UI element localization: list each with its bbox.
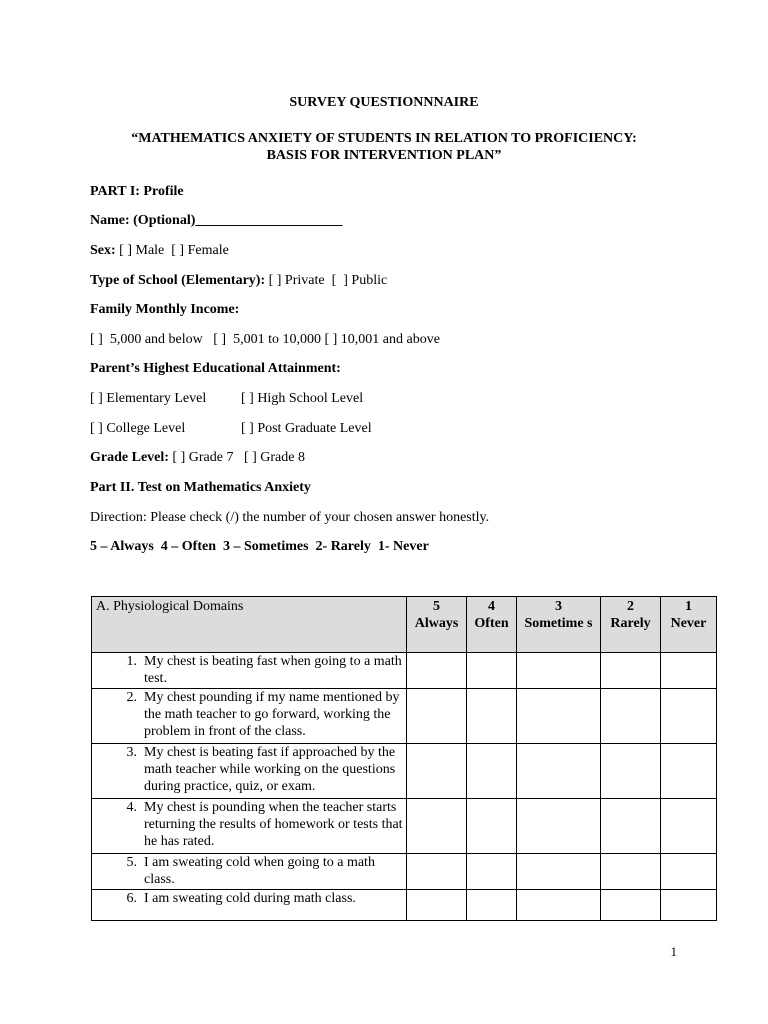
item-cell <box>92 744 407 799</box>
answer-cell-5[interactable] <box>407 744 467 799</box>
table-row <box>92 890 717 921</box>
item-number: 1. <box>126 654 137 669</box>
answer-cell-3[interactable] <box>517 799 601 854</box>
name-label: Name: (Optional) <box>90 213 196 228</box>
answer-cell-1[interactable] <box>661 689 717 744</box>
page-number: 1 <box>670 944 677 959</box>
part2-heading: Part II. Test on Mathematics Anxiety <box>90 480 311 495</box>
item-number: 5. <box>126 855 137 870</box>
item-text: I am sweating cold when going to a math class. <box>144 855 375 887</box>
answer-cell-1[interactable] <box>661 890 717 921</box>
answer-cell-2[interactable] <box>601 854 661 890</box>
sex-label: Sex: <box>90 243 116 258</box>
answer-cell-4[interactable] <box>467 799 517 854</box>
answer-cell-1[interactable] <box>661 744 717 799</box>
answer-cell-1[interactable] <box>661 653 717 689</box>
scale-header-label: Never <box>670 616 707 631</box>
scale-header-2 <box>601 597 661 653</box>
scale-header-num: 3 <box>555 599 562 614</box>
scale-header-label: Sometime s <box>524 616 593 631</box>
table-row <box>92 689 717 744</box>
item-number: 6. <box>126 891 137 906</box>
education-option-elementary[interactable]: [ ] Elementary Level <box>90 391 207 406</box>
name-field[interactable] <box>90 212 342 229</box>
answer-cell-1[interactable] <box>661 854 717 890</box>
scale-header-label: Often <box>474 616 509 631</box>
answer-cell-4[interactable] <box>467 689 517 744</box>
anxiety-table <box>91 596 717 921</box>
item-text: My chest pounding if my name mentioned by the math teacher to go forward, working the problem in front of the class. <box>144 690 400 739</box>
answer-cell-2[interactable] <box>601 799 661 854</box>
answer-cell-5[interactable] <box>407 653 467 689</box>
part1-heading: PART I: Profile <box>90 184 184 199</box>
item-cell <box>92 854 407 890</box>
item-cell <box>92 799 407 854</box>
answer-cell-5[interactable] <box>407 890 467 921</box>
item-cell <box>92 890 407 921</box>
scale-header-num: 2 <box>627 599 634 614</box>
answer-cell-3[interactable] <box>517 653 601 689</box>
name-blank: _____________________ <box>195 213 343 228</box>
scale-header-label: Always <box>414 616 459 631</box>
scale-legend: 5 – Always 4 – Often 3 – Sometimes 2- Rarely 1- Never <box>90 539 429 554</box>
answer-cell-2[interactable] <box>601 653 661 689</box>
scale-header-num: 5 <box>433 599 440 614</box>
education-option-highschool[interactable]: [ ] High School Level <box>241 391 364 406</box>
scale-header-num: 4 <box>488 599 495 614</box>
answer-cell-4[interactable] <box>467 744 517 799</box>
education-option-postgrad[interactable]: [ ] Post Graduate Level <box>241 421 372 436</box>
school-type-field <box>90 272 387 289</box>
answer-cell-5[interactable] <box>407 689 467 744</box>
item-number: 3. <box>126 745 137 760</box>
survey-title: SURVEY QUESTIONNNAIRE <box>289 95 479 110</box>
item-cell <box>92 689 407 744</box>
school-type-label: Type of School (Elementary): <box>90 273 266 288</box>
scale-header-label: Rarely <box>610 616 651 631</box>
answer-cell-4[interactable] <box>467 890 517 921</box>
education-label: Parent’s Highest Educational Attainment: <box>90 361 341 376</box>
sex-options[interactable]: [ ] Male [ ] Female <box>119 243 229 258</box>
school-type-options[interactable]: [ ] Private [ ] Public <box>268 273 388 288</box>
table-header-row <box>92 597 717 653</box>
item-number: 4. <box>126 800 137 815</box>
item-text: My chest is beating fast if approached by the math teacher while working on the questions during practice, quiz, or exam. <box>144 745 396 794</box>
scale-header-4 <box>467 597 517 653</box>
grade-level-field <box>90 449 305 466</box>
income-options[interactable]: [ ] 5,000 and below [ ] 5,001 to 10,000 [ ] 10,001 and above <box>90 332 440 347</box>
item-number: 2. <box>126 690 137 705</box>
income-label: Family Monthly Income: <box>90 302 240 317</box>
answer-cell-4[interactable] <box>467 854 517 890</box>
domain-header: A. Physiological Domains <box>92 597 407 653</box>
table-row <box>92 744 717 799</box>
scale-header-1 <box>661 597 717 653</box>
answer-cell-5[interactable] <box>407 854 467 890</box>
item-text: My chest is beating fast when going to a math test. <box>144 654 402 686</box>
answer-cell-3[interactable] <box>517 689 601 744</box>
answer-cell-5[interactable] <box>407 799 467 854</box>
item-text: My chest is pounding when the teacher starts returning the results of homework or tests that he has rated. <box>144 800 403 849</box>
study-title-line1: “MATHEMATICS ANXIETY OF STUDENTS IN RELATION TO PROFICIENCY: <box>131 131 637 146</box>
table-row <box>92 653 717 689</box>
scale-header-num: 1 <box>685 599 692 614</box>
item-cell <box>92 653 407 689</box>
grade-level-label: Grade Level: <box>90 450 169 465</box>
sex-field <box>90 242 229 259</box>
answer-cell-2[interactable] <box>601 890 661 921</box>
table-row <box>92 854 717 890</box>
answer-cell-2[interactable] <box>601 689 661 744</box>
item-text: I am sweating cold during math class. <box>144 891 356 906</box>
answer-cell-4[interactable] <box>467 653 517 689</box>
answer-cell-3[interactable] <box>517 744 601 799</box>
education-option-college[interactable]: [ ] College Level <box>90 421 186 436</box>
answer-cell-3[interactable] <box>517 854 601 890</box>
answer-cell-2[interactable] <box>601 744 661 799</box>
table-row <box>92 799 717 854</box>
scale-header-5 <box>407 597 467 653</box>
direction-text: Direction: Please check (/) the number of your chosen answer honestly. <box>90 510 490 525</box>
study-title-line2: BASIS FOR INTERVENTION PLAN” <box>266 148 502 163</box>
scale-header-3 <box>517 597 601 653</box>
grade-level-options[interactable]: [ ] Grade 7 [ ] Grade 8 <box>172 450 305 465</box>
answer-cell-1[interactable] <box>661 799 717 854</box>
answer-cell-3[interactable] <box>517 890 601 921</box>
